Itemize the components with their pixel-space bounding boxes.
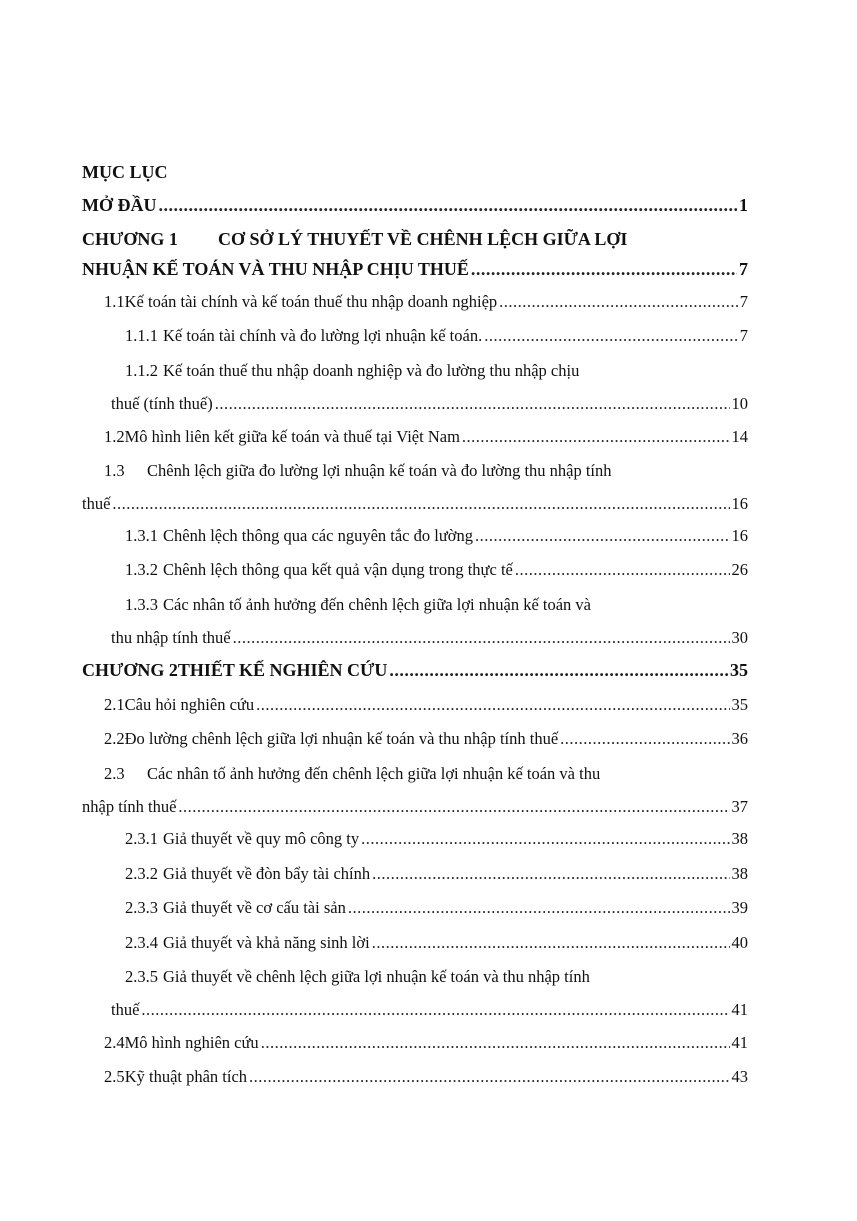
toc-entry-text: Mô hình liên kết giữa kế toán và thuế tại Việt Nam — [124, 427, 460, 446]
toc-leader-dots — [249, 1065, 729, 1089]
toc-entry-text: Kỹ thuật phân tích — [124, 1067, 248, 1086]
toc-entry-number: MỞ ĐẦU — [82, 195, 157, 215]
toc-entry[interactable] — [104, 425, 748, 449]
toc-entry-number: 2.3 — [104, 764, 125, 783]
toc-leader-dots — [233, 626, 730, 650]
toc-entry[interactable] — [104, 459, 748, 483]
toc-page-number: 37 — [731, 797, 748, 816]
toc-page-number: 1 — [739, 195, 748, 215]
toc-entry-number: 1.3.2 — [125, 560, 158, 579]
toc-entry-continuation[interactable] — [82, 795, 748, 819]
toc-entry-text-continued: NHUẬN KẾ TOÁN VÀ THU NHẬP CHỊU THUẾ — [82, 259, 469, 279]
toc-entry[interactable] — [104, 727, 748, 751]
toc-entry-text: Kế toán thuế thu nhập doanh nghiệp và đo lường thu nhập chịu — [163, 361, 580, 380]
toc-leader-dots — [462, 425, 730, 449]
toc-page-number: 7 — [739, 259, 748, 279]
toc-entry[interactable] — [104, 693, 748, 717]
toc-entry-text: Chênh lệch thông qua kết quả vận dụng trong thực tế — [163, 560, 513, 579]
toc-entry-number: 1.3.1 — [125, 526, 158, 545]
toc-entry-continuation[interactable] — [111, 626, 748, 650]
toc-entry[interactable] — [125, 827, 748, 851]
toc-page-number: 7 — [739, 326, 748, 345]
toc-leader-dots — [178, 795, 729, 819]
toc-entry-text: Câu hỏi nghiên cứu — [124, 695, 255, 714]
toc-entry-text: Kế toán tài chính và đo lường lợi nhuận kế toán. — [163, 326, 483, 345]
toc-entry-number: 1.2 — [104, 427, 125, 446]
toc-page-number: 40 — [731, 933, 748, 952]
toc-leader-dots — [471, 257, 737, 281]
toc-entry-text: Mô hình nghiên cứu — [124, 1033, 259, 1052]
toc-leader-dots — [112, 492, 729, 516]
toc-entry-text: Chênh lệch giữa đo lường lợi nhuận kế toán và đo lường thu nhập tính — [147, 461, 612, 480]
toc-leader-dots — [515, 558, 730, 582]
toc-entry-text: Giả thuyết về chênh lệch giữa lợi nhuận kế toán và thu nhập tính — [163, 967, 590, 986]
toc-entry-text-continued: thuế — [82, 494, 111, 513]
toc-entry[interactable] — [125, 931, 748, 955]
toc-page-number: 43 — [731, 1067, 748, 1086]
toc-leader-dots — [215, 392, 730, 416]
toc-entry-text: Giả thuyết về quy mô công ty — [163, 829, 360, 848]
toc-entry-text: THIẾT KẾ NGHIÊN CỨU — [177, 660, 388, 680]
toc-leader-dots — [261, 1031, 730, 1055]
toc-page-number: 10 — [731, 394, 748, 413]
toc-entry-text-continued: nhập tính thuế — [82, 797, 177, 816]
toc-entry-text-continued: thuế — [111, 1000, 140, 1019]
toc-entry[interactable] — [125, 324, 748, 348]
toc-entry-number: 2.3.3 — [125, 898, 158, 917]
toc-entry[interactable] — [125, 558, 748, 582]
toc-page-number: 30 — [731, 628, 748, 647]
toc-leader-dots — [361, 827, 729, 851]
toc-page-number: 7 — [739, 292, 748, 311]
toc-page-number: 35 — [731, 695, 748, 714]
toc-entry-text-continued: thuế (tính thuế) — [111, 394, 213, 413]
toc-page-number: 35 — [730, 660, 748, 680]
toc-entry-number: 2.4 — [104, 1033, 125, 1052]
toc-entry-number: 2.3.2 — [125, 864, 158, 883]
toc-page-number: 26 — [731, 560, 748, 579]
toc-entry-number: 1.1.1 — [125, 326, 158, 345]
toc-entry-number: CHƯƠNG 2 — [82, 660, 178, 680]
toc-entry-number: 2.2 — [104, 729, 125, 748]
toc-leader-dots — [389, 658, 728, 682]
toc-entry-number: 1.1.2 — [125, 361, 158, 380]
toc-entry[interactable] — [125, 359, 748, 383]
toc-entry-text: Giả thuyết về đòn bẩy tài chính — [163, 864, 371, 883]
toc-entry-text: Các nhân tố ảnh hưởng đến chênh lệch giữa lợi nhuận kế toán và — [163, 595, 592, 614]
toc-leader-dots — [348, 896, 730, 920]
toc-leader-dots — [475, 524, 730, 548]
toc-entry-text-continued: thu nhập tính thuế — [111, 628, 231, 647]
toc-entry-continuation[interactable] — [111, 392, 748, 416]
toc-entry-number: 1.3.3 — [125, 595, 158, 614]
toc-entry-number: CHƯƠNG 1 — [82, 229, 178, 249]
toc-entry[interactable] — [125, 965, 748, 989]
toc-entry[interactable] — [104, 1031, 748, 1055]
toc-leader-dots — [484, 324, 738, 348]
toc-entry-text: Kế toán tài chính và kế toán thuế thu nhập doanh nghiệp — [124, 292, 498, 311]
toc-leader-dots — [159, 193, 738, 217]
toc-leader-dots — [560, 727, 729, 751]
toc-entry-number: 2.3.1 — [125, 829, 158, 848]
toc-entry[interactable] — [104, 290, 748, 314]
toc-entry-text: CƠ SỞ LÝ THUYẾT VỀ CHÊNH LỆCH GIỮA LỢI — [218, 229, 628, 249]
toc-entry-text: Chênh lệch thông qua các nguyên tắc đo lường — [163, 526, 473, 545]
toc-page-number: 16 — [731, 526, 748, 545]
toc-entry-continuation[interactable] — [111, 998, 748, 1022]
toc-entry-text: Giả thuyết về cơ cấu tài sản — [163, 898, 346, 917]
toc-page-number: 16 — [731, 494, 748, 513]
toc-entry-number: 1.3 — [104, 461, 125, 480]
toc-entry[interactable] — [125, 896, 748, 920]
toc-entry[interactable] — [82, 227, 748, 251]
toc-entry-number: 2.3.5 — [125, 967, 158, 986]
toc-entry-continuation[interactable] — [82, 492, 748, 516]
toc-page-number: 41 — [731, 1000, 748, 1019]
toc-leader-dots — [256, 693, 729, 717]
toc-entry-text: Đo lường chênh lệch giữa lợi nhuận kế toán và thu nhập tính thuế — [124, 729, 559, 748]
toc-entry[interactable] — [104, 762, 748, 786]
toc-leader-dots — [372, 862, 729, 886]
toc-leader-dots — [499, 290, 738, 314]
toc-page-number: 41 — [731, 1033, 748, 1052]
toc-leader-dots — [372, 931, 730, 955]
toc-title: MỤC LỤC — [82, 162, 168, 182]
toc-entry-number: 1.1 — [104, 292, 125, 311]
toc-entry[interactable] — [104, 1065, 748, 1089]
toc-entry-text: Giả thuyết và khả năng sinh lời — [163, 933, 370, 952]
toc-entry-text: Các nhân tố ảnh hưởng đến chênh lệch giữa lợi nhuận kế toán và thu — [147, 764, 601, 783]
toc-page-number: 39 — [731, 898, 748, 917]
toc-page-number: 14 — [731, 427, 748, 446]
toc-entry[interactable] — [125, 862, 748, 886]
toc-page-number: 36 — [731, 729, 748, 748]
toc-entry-number: 2.3.4 — [125, 933, 158, 952]
toc-entry[interactable] — [82, 658, 748, 682]
toc-entry-continuation[interactable] — [82, 257, 748, 281]
toc-entry-number: 2.5 — [104, 1067, 125, 1086]
toc-page-number: 38 — [731, 829, 748, 848]
toc-entry[interactable] — [125, 593, 748, 617]
toc-entry[interactable] — [82, 193, 748, 217]
toc-entry[interactable] — [125, 524, 748, 548]
toc-page-number: 38 — [731, 864, 748, 883]
toc-entry-number: 2.1 — [104, 695, 125, 714]
toc-leader-dots — [141, 998, 729, 1022]
